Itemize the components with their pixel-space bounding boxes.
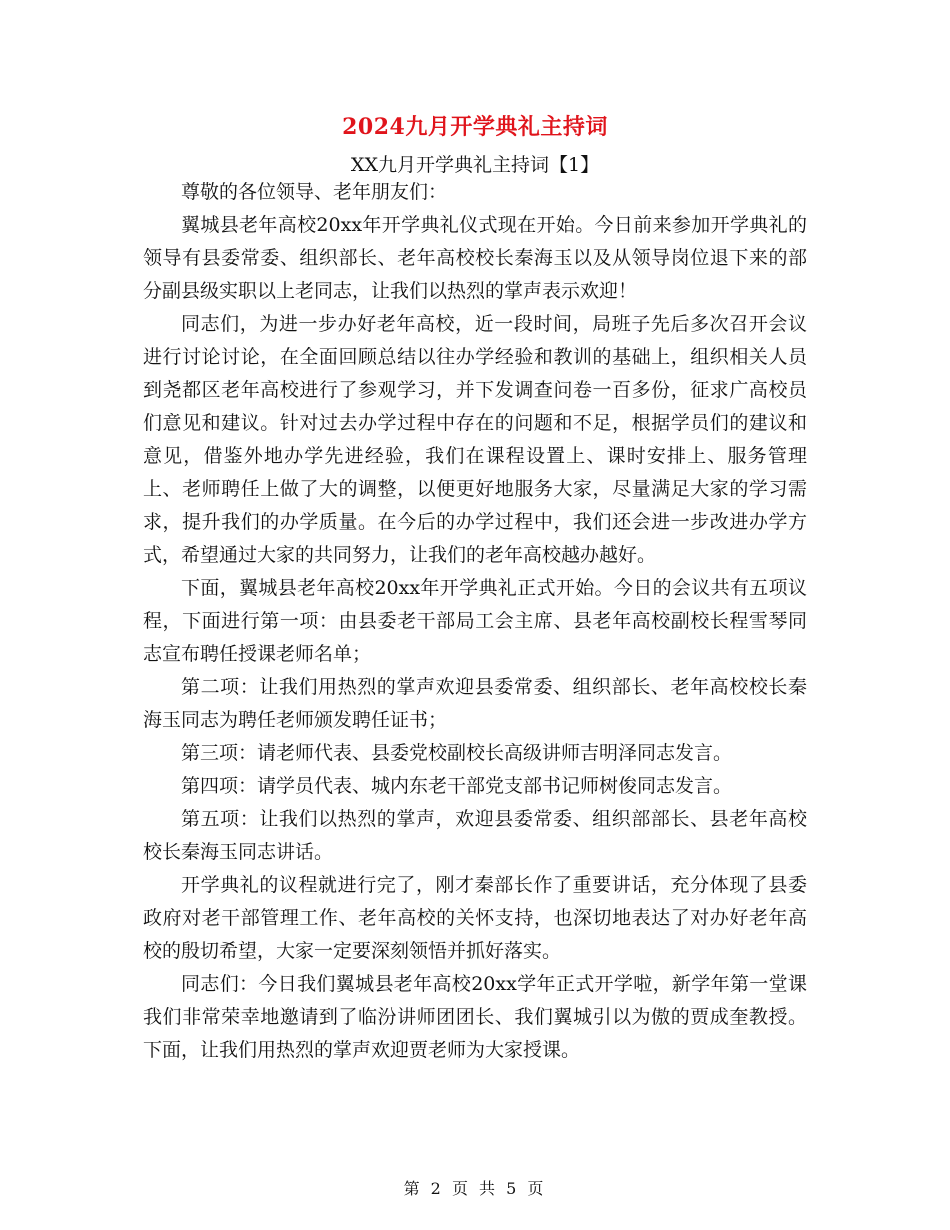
paragraph: 开学典礼的议程就进行完了，刚才秦部长作了重要讲话，充分体现了县委政府对老干部管理工作、老年高校的关怀支持，也深切地表达了对办好老年高校的殷切希望，大家一定要深刻领悟并抓好落实。 bbox=[143, 874, 807, 962]
paragraph: 第二项：让我们用热烈的掌声欢迎县委常委、组织部长、老年高校校长秦海玉同志为聘任老师颁发聘任证书； bbox=[143, 676, 807, 731]
paragraph: 第四项：请学员代表、城内东老干部党支部书记师树俊同志发言。 bbox=[181, 775, 733, 797]
document-title: 2024九月开学典礼主持词 bbox=[342, 114, 608, 140]
page-number: 第 2 页 共 5 页 bbox=[403, 1179, 547, 1198]
paragraph: 同志们：今日我们翼城县老年高校20xx学年正式开学啦，新学年第一堂课我们非常荣幸地邀请到了临汾讲师团团长、我们翼城引以为傲的贾成奎教授。下面，让我们用热烈的掌声欢迎贾老师为大家授课。 bbox=[143, 973, 807, 1061]
paragraph: 翼城县老年高校20xx年开学典礼仪式现在开始。今日前来参加开学典礼的领导有县委常委、组织部长、老年高校校长秦海玉以及从领导岗位退下来的部分副县级实职以上老同志，让我们以热烈的掌声表示欢迎！ bbox=[143, 214, 807, 302]
document-subtitle: XX九月开学典礼主持词【1】 bbox=[350, 154, 600, 176]
document-body bbox=[143, 176, 807, 1067]
paragraph: 第三项：请老师代表、县委党校副校长高级讲师吉明泽同志发言。 bbox=[181, 742, 733, 764]
paragraph: 下面，翼城县老年高校20xx年开学典礼正式开始。今日的会议共有五项议程，下面进行第一项：由县委老干部局工会主席、县老年高校副校长程雪琴同志宣布聘任授课老师名单； bbox=[143, 577, 807, 665]
paragraph: 同志们，为进一步办好老年高校，近一段时间，局班子先后多次召开会议进行讨论讨论，在全面回顾总结以往办学经验和教训的基础上，组织相关人员到尧都区老年高校进行了参观学习，并下发调查问卷一百多份，征求广高校员们意见和建议。针对过去办学过程中存在的问题和不足，根据学员们的建议和意见，借鉴外地办学先进经验，我们在课程设置上、课时安排上、服务管理上、老师聘任上做了大的调整，以便更好地服务大家，尽量满足大家的学习需求，提升我们的办学质量。在今后的办学过程中，我们还会进一步改进办学方式，希望通过大家的共同努力，让我们的老年高校越办越好。 bbox=[143, 313, 807, 566]
paragraph: 第五项：让我们以热烈的掌声，欢迎县委常委、组织部部长、县老年高校校长秦海玉同志讲话。 bbox=[143, 808, 807, 863]
paragraph-greeting: 尊敬的各位领导、老年朋友们： bbox=[181, 181, 448, 203]
